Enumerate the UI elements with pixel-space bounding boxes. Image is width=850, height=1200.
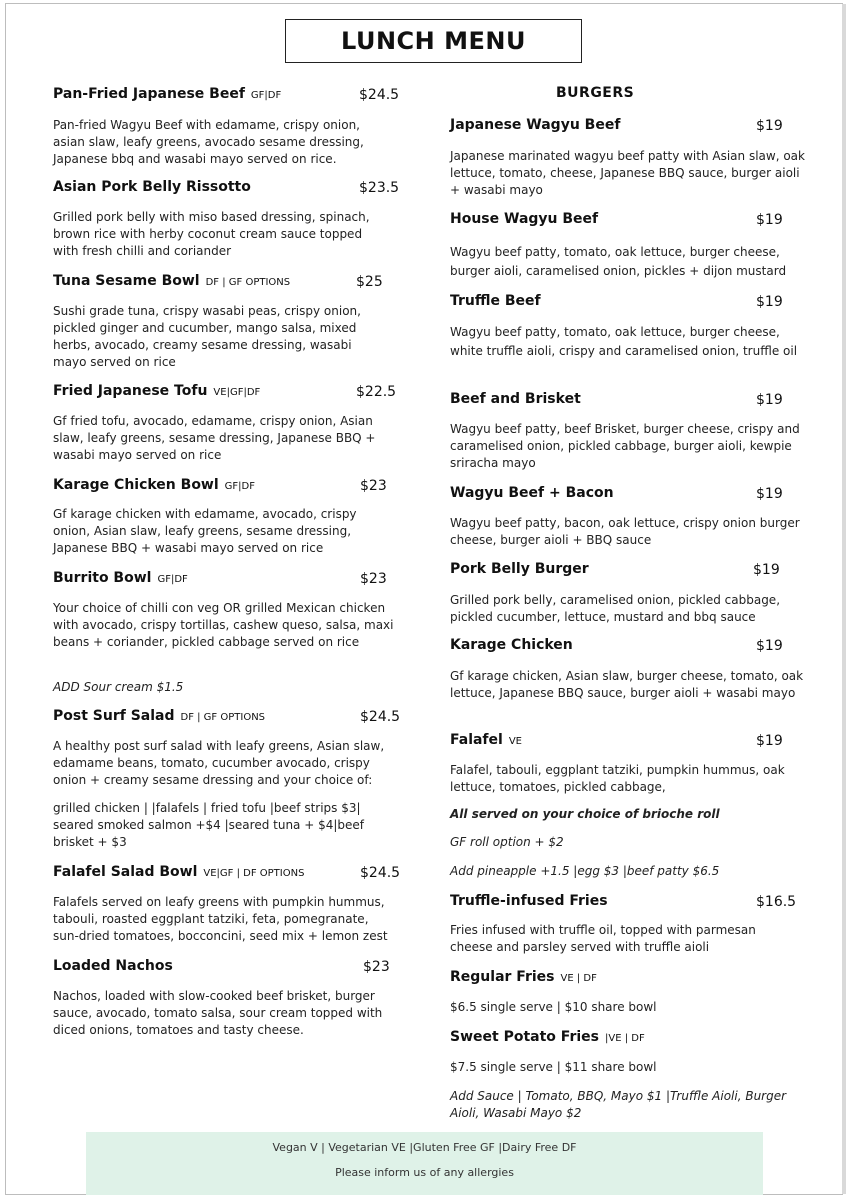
dietary-legend-footer: [86, 1132, 763, 1195]
salad-choices: grilled chicken | |falafels | fried tofu |beef strips $3| seared smoked salmon +$4 |seared tuna + $4|beef brisket + $3: [53, 801, 365, 849]
menu-item-description: Nachos, loaded with slow-cooked beef brisket, burger sauce, avocado, tomato salsa, sour cream topped with diced onions, tomatoes and tasty cheese.: [53, 989, 383, 1037]
menu-item-description: Pan-fried Wagyu Beef with edamame, crispy onion, asian slaw, leafy greens, avocado sesame dressing, Japanese bbq and wasabi mayo served on rice.: [53, 118, 364, 166]
menu-item-price: $19: [756, 392, 783, 408]
addons-note: Add pineapple +1.5 |egg $3 |beef patty $6.5: [450, 864, 720, 878]
menu-item-price: $23: [360, 571, 387, 587]
menu-item-description: Grilled pork belly with miso based dressing, spinach, brown rice with herby coconut cream sauce topped with fresh chilli and coriander: [53, 210, 370, 258]
diet-tag: GF|DF: [250, 90, 282, 101]
diet-tag: GF|DF: [157, 574, 188, 585]
menu-item-description: Japanese marinated wagyu beef patty with Asian slaw, oak lettuce, tomato, cheese, Japanese BBQ sauce, burger aioli + wasabi mayo: [450, 149, 805, 197]
menu-item-name: Beef and Brisket: [450, 391, 581, 407]
menu-item-description: $7.5 single serve | $11 share bowl: [450, 1060, 657, 1074]
menu-item-price: $19: [756, 212, 783, 228]
diet-tag: |VE | DF: [604, 1033, 645, 1044]
diet-tag: DF | GF OPTIONS: [205, 277, 291, 288]
menu-item-price: $23: [363, 959, 390, 975]
menu-item-name: Post Surf Salad DF | GF OPTIONS: [53, 708, 266, 724]
menu-item-name: Tuna Sesame Bowl DF | GF OPTIONS: [53, 273, 291, 289]
menu-item-description: Your choice of chilli con veg OR grilled Mexican chicken with avocado, crispy tortillas, cashew queso, salsa, maxi beans + coriander, pickled cabbage served on rice: [53, 601, 394, 649]
menu-item-price: $23.5: [359, 180, 400, 196]
menu-item-name: Burrito Bowl GF|DF: [53, 570, 188, 586]
menu-item-price: $19: [756, 118, 783, 134]
allergy-notice: Please inform us of any allergies: [335, 1166, 514, 1179]
menu-item-description: Gf karage chicken, Asian slaw, burger cheese, tomato, oak lettuce, Japanese BBQ sauce, burger aioli + wasabi mayo: [450, 669, 804, 700]
gf-roll-note: GF roll option + $2: [450, 835, 564, 849]
menu-item-price: $19: [756, 638, 783, 654]
menu-item-name: Asian Pork Belly Rissotto: [53, 179, 251, 195]
menu-item-description: Falafels served on leafy greens with pumpkin hummus, tabouli, roasted eggplant tatziki, feta, pomegranate, sun-dried tomatoes, bocconcini, seed mix + lemon zest: [53, 895, 388, 943]
menu-item-name: Truffle Beef: [450, 293, 541, 309]
menu-item-description: Wagyu beef patty, tomato, oak lettuce, burger cheese, white truffle aioli, crispy and caramelised onion, truffle oil: [450, 325, 798, 358]
menu-item-name: Pork Belly Burger: [450, 561, 589, 577]
menu-item-price: $19: [756, 733, 783, 749]
menu-item-name: House Wagyu Beef: [450, 211, 599, 227]
menu-item-name: Karage Chicken: [450, 637, 573, 653]
menu-item-name: Sweet Potato Fries |VE | DF: [450, 1029, 645, 1045]
menu-item-name: Falafel VE: [450, 732, 522, 748]
diet-tag: VE|GF | DF OPTIONS: [203, 868, 305, 879]
menu-item-description: Wagyu beef patty, beef Brisket, burger cheese, crispy and caramelised onion, pickled cabbage, burger aioli, kewpie sriracha mayo: [450, 422, 800, 470]
menu-item-price: $19: [756, 486, 783, 502]
menu-item-name: Fried Japanese Tofu VE|GF|DF: [53, 383, 261, 399]
menu-item-name: Regular Fries VE | DF: [450, 969, 597, 985]
menu-item-price: $24.5: [359, 87, 400, 103]
menu-item-description: $6.5 single serve | $10 share bowl: [450, 1000, 657, 1014]
burgers-heading: BURGERS: [556, 85, 635, 101]
diet-tag: GF|DF: [224, 481, 255, 492]
sauce-note: Add Sauce | Tomato, BBQ, Mayo $1 |Truffle Aioli, Burger Aioli, Wasabi Mayo $2: [450, 1089, 787, 1120]
sour-cream-note: ADD Sour cream $1.5: [53, 680, 184, 694]
menu-item-name: Karage Chicken Bowl GF|DF: [53, 477, 255, 493]
menu-item-price: $16.5: [756, 894, 797, 910]
menu-item-description: Wagyu beef patty, tomato, oak lettuce, burger cheese, burger aioli, caramelised onion, pickles + dijon mustard: [450, 245, 787, 278]
menu-item-price: $19: [756, 294, 783, 310]
diet-tag: VE | DF: [560, 973, 597, 984]
menu-item-description: Sushi grade tuna, crispy wasabi peas, crispy onion, pickled ginger and cucumber, mango salsa, mixed herbs, avocado, creamy sesame dressing, wasabi mayo served on rice: [53, 304, 361, 369]
menu-item-description: Grilled pork belly, caramelised onion, pickled cabbage, pickled cucumber, lettuce, mustard and bbq sauce: [450, 593, 781, 624]
menu-item-name: Loaded Nachos: [53, 958, 173, 974]
menu-item-name: Pan-Fried Japanese Beef GF|DF: [53, 86, 282, 102]
menu-item-name: Truffle-infused Fries: [450, 893, 608, 909]
menu-item-name: Falafel Salad Bowl VE|GF | DF OPTIONS: [53, 864, 305, 880]
menu-item-description: Gf fried tofu, avocado, edamame, crispy onion, Asian slaw, leafy greens, sesame dressing, Japanese BBQ + wasabi mayo served on rice: [53, 414, 376, 462]
menu-item-name: Japanese Wagyu Beef: [450, 117, 621, 133]
menu-item-price: $22.5: [356, 384, 397, 400]
menu-item-description: Fries infused with truffle oil, topped with parmesan cheese and parsley served with truffle aioli: [450, 923, 756, 954]
diet-tag: VE|GF|DF: [213, 387, 261, 398]
menu-item-description: Falafel, tabouli, eggplant tatziki, pumpkin hummus, oak lettuce, tomatoes, pickled cabbage,: [450, 763, 785, 794]
menu-item-description: Wagyu beef patty, bacon, oak lettuce, crispy onion burger cheese, burger aioli + BBQ sauce: [450, 516, 800, 547]
menu-item-price: $24.5: [360, 709, 401, 725]
menu-item-description: A healthy post surf salad with leafy greens, Asian slaw, edamame beans, tomato, cucumber avocado, crispy onion + creamy sesame dressing and your choice of:: [53, 739, 385, 787]
menu-item-price: $25: [356, 274, 383, 290]
menu-item-name: Wagyu Beef + Bacon: [450, 485, 614, 501]
menu-item-description: Gf karage chicken with edamame, avocado, crispy onion, Asian slaw, leafy greens, sesame dressing, Japanese BBQ + wasabi mayo served on rice: [53, 507, 357, 555]
menu-item-price: $24.5: [360, 865, 401, 881]
diet-tag: DF | GF OPTIONS: [180, 712, 266, 723]
brioche-note: All served on your choice of brioche roll: [450, 807, 720, 821]
menu-title: LUNCH MENU: [285, 19, 582, 63]
dietary-legend: Vegan V | Vegetarian VE |Gluten Free GF |Dairy Free DF: [272, 1141, 577, 1154]
menu-item-price: $19: [753, 562, 780, 578]
menu-item-price: $23: [360, 478, 387, 494]
diet-tag: VE: [508, 736, 522, 747]
